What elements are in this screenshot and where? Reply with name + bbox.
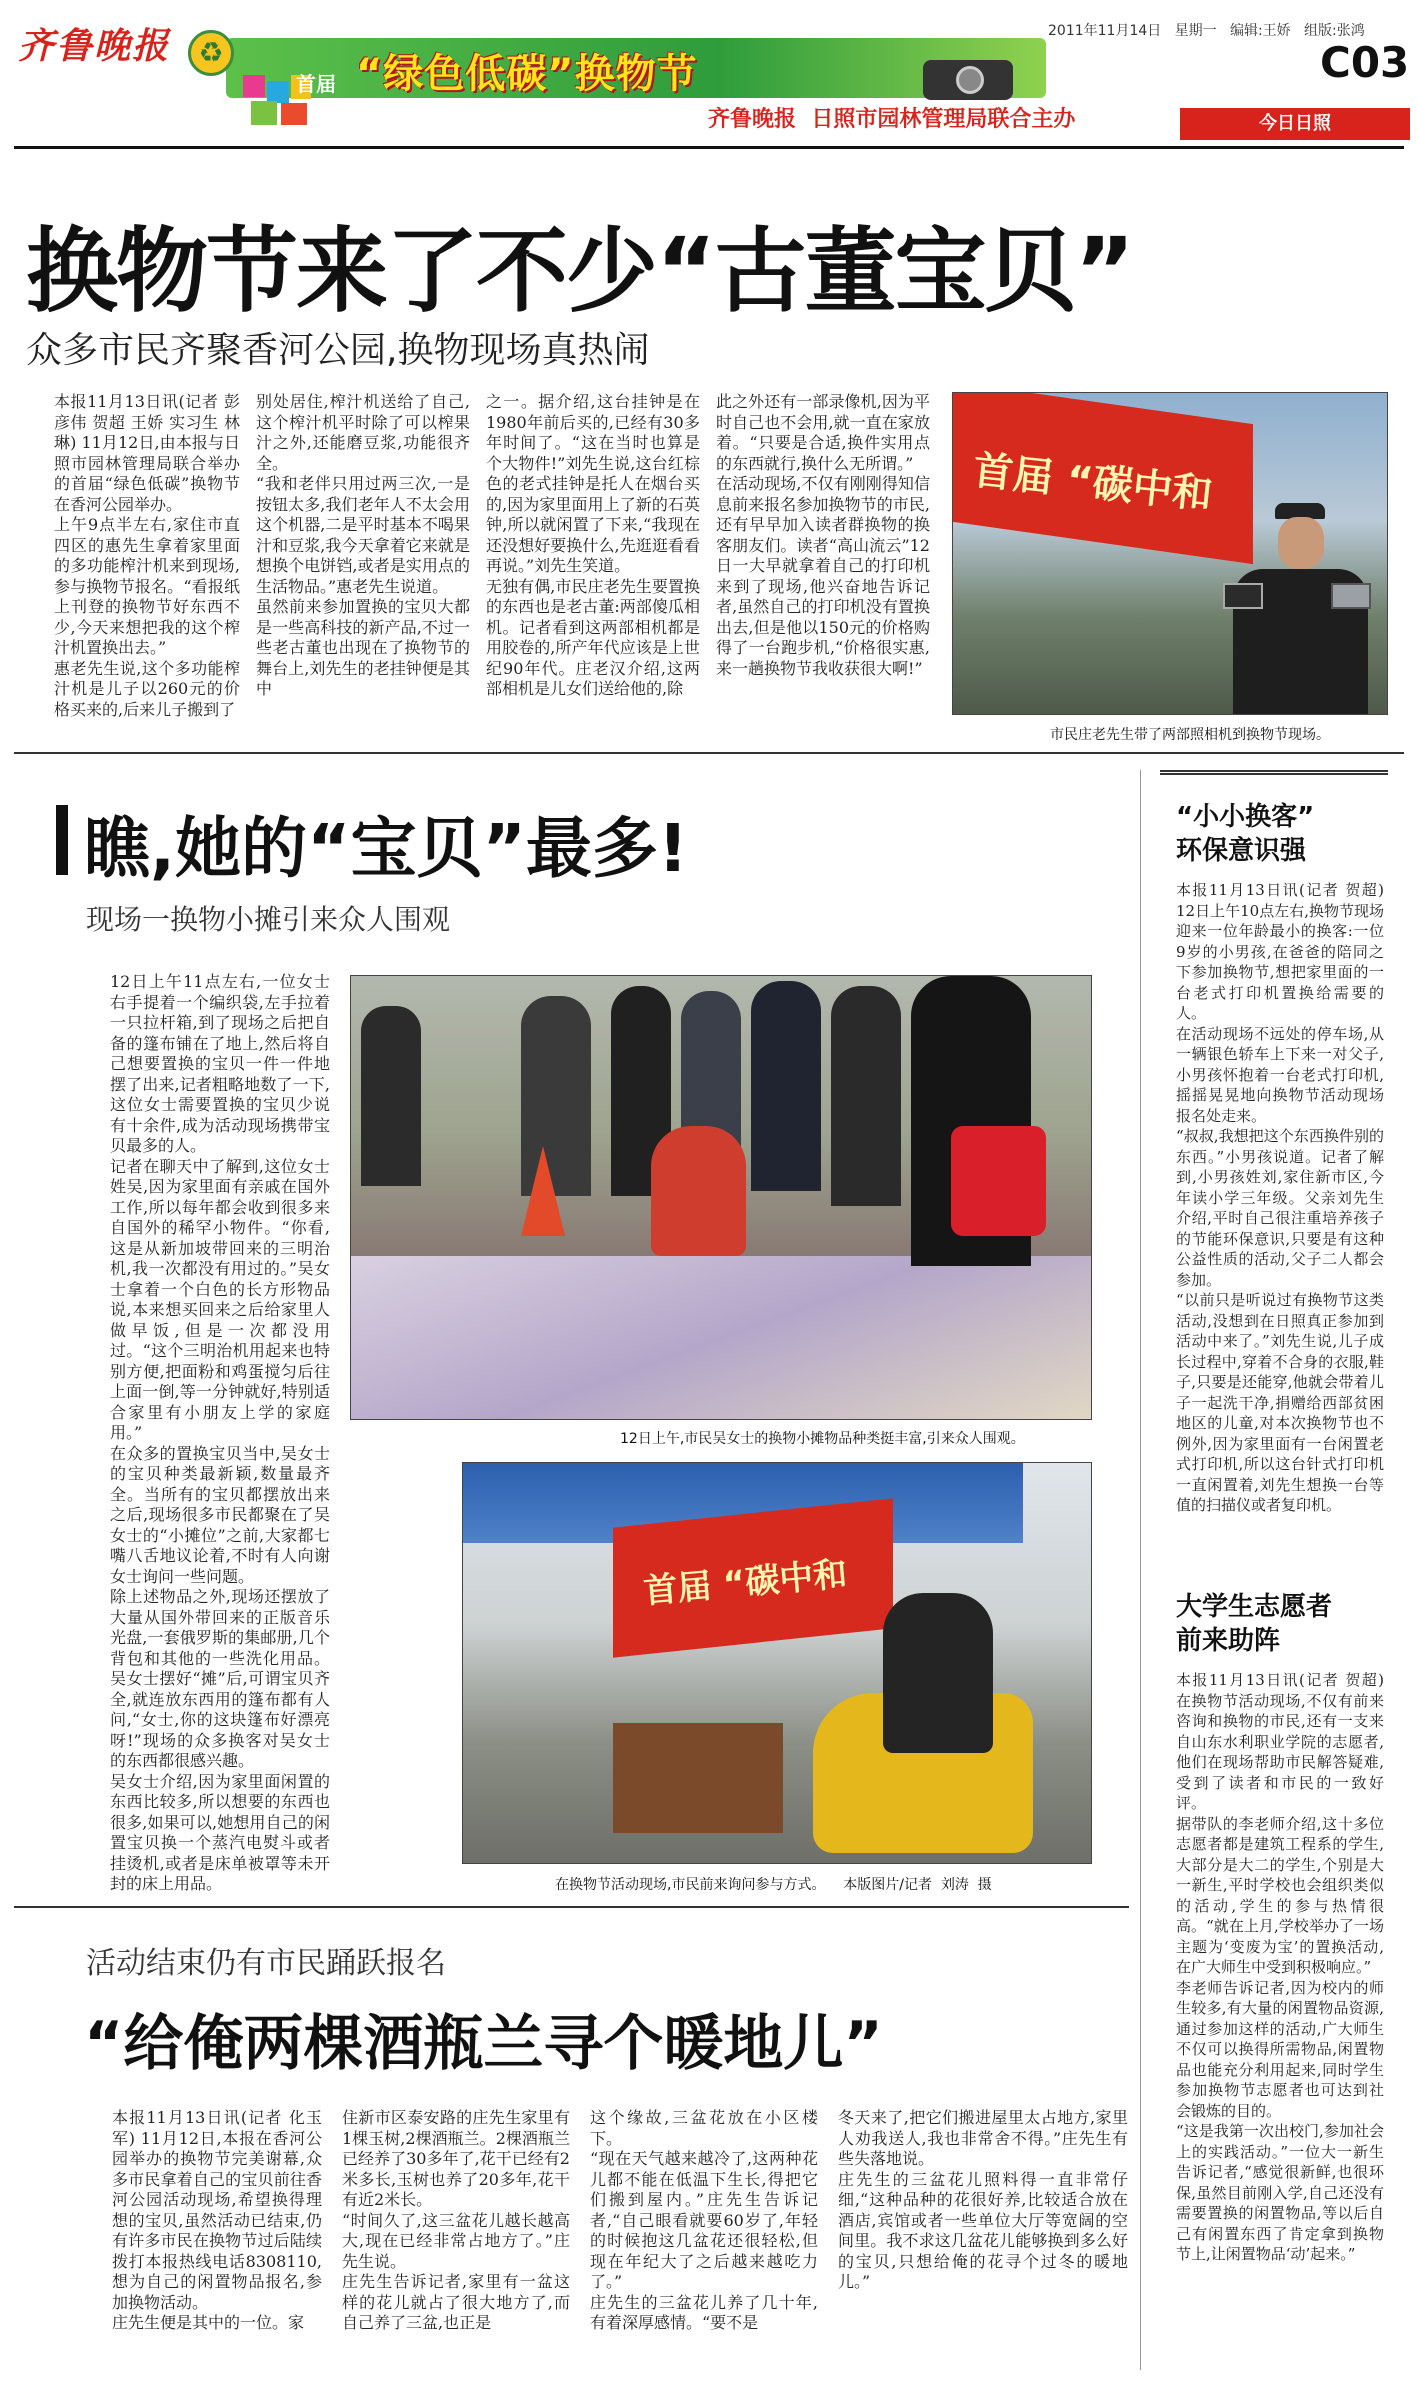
banner-prefix: 首届 (296, 72, 336, 96)
red-bag (951, 1126, 1046, 1236)
recycle-icon: ♻ (188, 30, 234, 76)
table (613, 1723, 783, 1833)
event-banner (188, 30, 1076, 140)
lead-column-2: 别处居住,榨汁机送给了自己,这个榨汁机平时除了可以榨果汁之外,还能磨豆浆,功能很齐全。 “我和老伴只用过两三次,一是按钮太多,我们老年人不太会用这个机器,二是平时基本不喝果汁和豆浆,我今天拿着它来就是想换个电饼铛,或者是实用点的生活物品。”惠老先生说道。 虽然前来参加置换的宝贝大都是一些高科技的新产品,不过一些老古董也出现在了换物节的舞台上,刘先生的老挂钟便是其中 (256, 392, 470, 698)
paper-logo: 齐鲁晚报 (18, 25, 171, 67)
section-tag: 今日日照 (1180, 108, 1410, 140)
second-photo-1 (350, 975, 1092, 1420)
masthead (0, 0, 1417, 150)
third-column-4: 冬天来了,把它们搬进屋里太占地方,家里人劝我送人,我也非常舍不得。”庄先生有些失落地说。 庄先生的三盆花儿照料得一直非常仔细,“这种品种的花很好养,比较适合放在酒店,宾馆或者一些单位大厅等宽阔的空间里。我不求这几盆花儿能够换到多么好的宝贝,只想给俺的花寻个过冬的暖地儿。” (838, 2108, 1128, 2291)
lead-column-1: 本报11月13日讯(记者 彭彦伟 贺超 王娇 实习生 林琳) 11月12日,由本报与日照市园林管理局联合举办的首届“绿色低碳”换物节在香河公园举办。 上午9点半左右,家住市直四区的惠先生拿着家里面的多功能榨汁机来到现场,参与换物节报名。“看报纸上刊登的换物节好东西不少,今天来想把我的这个榨汁机置换出去。” 惠老先生说,这个多功能榨汁机是儿子以260元的价格买来的,后来儿子搬到了 (54, 392, 240, 719)
sidebar-article-1-title: “小小换客” 环保意识强 (1176, 802, 1315, 866)
lead-headline: 换物节来了不少“古董宝贝” (26, 218, 1133, 325)
banner-sponsor: 齐鲁晚报 日照市园林管理局联合主办 (708, 107, 1076, 132)
second-photo-2 (462, 1462, 1092, 1864)
second-photo-2-banner-text: 首届 “碳中和 (641, 1554, 849, 1612)
second-body: 12日上午11点左右,一位女士右手提着一个编织袋,左手拉着一只拉杆箱,到了现场之后把自备的篷布铺在了地上,然后将自己想要置换的宝贝一件一件地摆了出来,记者粗略地数了一下,这位女士需要置换的宝贝少说有十余件,成为活动现场携带宝贝最多的人。 记者在聊天中了解到,这位女士姓吴,因为家里面有亲戚在国外工作,所以每年都会收到很多来自国外的稀罕小物件。“你看,这是从新加坡带回来的三明治机,我一次都没有用过的。”吴女士拿着一个白色的长方形物品说,本来想买回来之后给家里人做早饭,但是一次都没用过。“这个三明治机用起来也特别方便,把面粉和鸡蛋搅匀后往上面一倒,等一分钟就好,特别适合家里有小朋友上学的家庭用。” 在众多的置换宝贝当中,吴女士的宝贝种类最新颖,数量最齐全。当所有的宝贝都摆放出来之后,现场很多市民都聚在了吴女士的“小摊位”之前,大家都七嘴八舌地议论着,不时有人向谢女士询问一些问题。 除上述物品之外,现场还摆放了大量从国外带回来的正版音乐光盘,一套俄罗斯的集邮册,几个背包和其他的一些洗化用品。吴女士摆好“摊”后,可谓宝贝齐全,就连放东西用的篷布都有人问,“女士,你的这块篷布好漂亮呀!”现场的众多换客对吴女士的东西都很感兴趣。 吴女士介绍,因为家里面闲置的东西比较多,所以想要的东西也很多,如果可以,她想用自己的闲置宝贝换一个蒸汽电熨斗或者挂烫机,或者是床单被罩等未开封的床上用品。 (110, 972, 330, 1893)
third-column-3: 这个缘故,三盆花放在小区楼下。 “现在天气越来越冷了,这两种花儿都不能在低温下生长,得把它们搬到屋内。”庄先生告诉记者,“自己眼看就要60岁了,年轻的时候抱这几盆花还很轻松,但现在年纪大了之后越来越吃力了。” 庄先生的三盆花儿养了几十年,有着深厚感情。“要不是 (590, 2108, 818, 2332)
lead-subhead: 众多市民齐聚香河公园,换物现场真热闹 (26, 330, 650, 371)
woman-kneeling (651, 1126, 746, 1256)
second-headline: 瞧,她的“宝贝”最多! (84, 810, 688, 887)
third-kicker: 活动结束仍有市民踊跃报名 (86, 1946, 446, 1981)
third-headline: “给俺两棵酒瓶兰寻个暖地儿” (84, 2009, 883, 2079)
masthead-rule (14, 146, 1404, 149)
second-photo-1-caption: 12日上午,市民吴女士的换物小摊物品种类挺丰富,引来众人围观。 (620, 1431, 1025, 1447)
lead-bottom-rule (14, 752, 1404, 754)
third-top-rule (14, 1906, 1129, 1908)
second-subhead: 现场一换物小摊引来众人围观 (86, 903, 451, 936)
page-number: C03 (1320, 38, 1410, 87)
man-on-scooter (883, 1593, 993, 1753)
lead-photo-caption: 市民庄老先生带了两部照相机到换物节现场。 (1050, 727, 1330, 743)
camera-icon (923, 60, 1013, 100)
third-column-2: 住新市区泰安路的庄先生家里有1棵玉树,2棵酒瓶兰。2棵酒瓶兰已经养了30多年了,花干已经有2米多长,玉树也养了20多年,花干有近2米长。 “时间久了,这三盆花儿越长越高大,现在已经非常占地方了。”庄先生说。 庄先生告诉记者,家里有一盆这样的花儿就占了很大地方了,而自己养了三盆,也正是 (342, 2108, 570, 2332)
lead-photo (952, 392, 1388, 715)
second-photo-2-caption: 在换物节活动现场,市民前来询问参与方式。 本版图片/记者 刘涛 摄 (555, 1877, 992, 1893)
tarp (351, 1256, 1092, 1420)
lead-photo-banner-text: 首届 “碳中和 (970, 447, 1215, 519)
sidebar-article-2-title: 大学生志愿者 前来助阵 (1176, 1592, 1333, 1656)
man-figure (1223, 503, 1373, 715)
sidebar-article-2-body: 本报11月13日讯(记者 贺超) 在换物节活动现场,不仅有前来咨询和换物的市民,还有一支来自山东水利职业学院的志愿者,他们在现场帮助市民解答疑难,受到了读者和市民的一致好评。 据带队的李老师介绍,这十多位志愿者都是建筑工程系的学生,大部分是大二的学生,个别是大一新生,平时学校也会组织类似的活动,学生的参与热情很高。“就在上月,学校举办了一场主题为‘变废为宝’的置换活动,在广大师生中受到积极响应。” 李老师告诉记者,因为校内的师生较多,有大量的闲置物品资源,通过参加这样的活动,广大师生不仅可以换得所需物品,闲置物品也能充分利用起来,同时学生参加换物节志愿者也可达到社会锻炼的目的。 “这是我第一次出校门,参加社会上的实践活动。”一位大一新生告诉记者,“感觉很新鲜,也很环保,虽然目前刚入学,自己还没有需要置换的闲置物品,等以后自己有闲置东西了肯定拿到换物节上,让闲置物品‘动’起来。” (1176, 1671, 1384, 2263)
third-column-1: 本报11月13日讯(记者 化玉军) 11月12日,本报在香河公园举办的换物节完美谢幕,众多市民拿着自己的宝贝前往香河公园活动现场,希望换得理想的宝贝,虽然活动已结束,仍有许多市民在换物节过后陆续拨打本报热线电话8308110,想为自己的闲置物品报名,参加换物活动。 庄先生便是其中的一位。家 (112, 2108, 322, 2332)
banner-title: “绿色低碳”换物节 (356, 51, 698, 97)
second-headline-bar (56, 805, 68, 875)
traffic-cone (521, 1146, 565, 1236)
sidebar-divider (1140, 770, 1141, 2370)
sidebar-top-rule (1160, 770, 1388, 775)
sidebar-article-1-body: 本报11月13日讯(记者 贺超) 12日上午10点左右,换物节现场迎来一位年龄最小的换客:一位9岁的小男孩,在爸爸的陪同之下参加换物节,想把家里面的一台老式打印机置换给需要的人。 在活动现场不远处的停车场,从一辆银色轿车上下来一对父子,小男孩怀抱着一台老式打印机,摇摇晃晃地向换物节活动现场报名处走来。 “叔叔,我想把这个东西换件别的东西。”小男孩说道。记者了解到,小男孩姓刘,家住新市区,今年读小学三年级。父亲刘先生介绍,平时自己很注重培养孩子的节能环保意识,只要是有这种公益性质的活动,父子二人都会参加。 “以前只是听说过有换物节这类活动,没想到在日照真正参加到活动中来了。”刘先生说,儿子成长过程中,穿着不合身的衣服,鞋子,只要是还能穿,他就会带着儿子一起洗干净,捐赠给西部贫困地区的儿童,对本次换物节也不例外,因为家里面有一台闲置老式打印机,所以这台针式打印机一直闲置着,刘先生想换一台等值的扫描仪或者复印机。 (1176, 881, 1384, 1514)
lead-column-4: 此之外还有一部录像机,因为平时自己也不会用,就一直在家放着。“只要是合适,换件实用点的东西就行,换什么无所谓。” 在活动现场,不仅有刚刚得知信息前来报名参加换物节的市民,还有早早加入读者群换物的换客朋友们。读者“高山流云”12日一大早就拿着自己的打印机来到了现场,他兴奋地告诉记者,虽然自己的打印机没有置换出去,但是他以150元的价格购得了一台跑步机,“价格很实惠,来一趟换物节我收获很大啊!” (716, 392, 930, 678)
lead-column-3: 之一。据介绍,这台挂钟是在1980年前后买的,已经有30多年时间了。“这在当时也算是个大物件!”刘先生说,这台红棕色的老式挂钟是托人在烟台买的,因为家里面用上了新的石英钟,所以就闲置了下来,“我现在还没想好要换什么,先逛逛看看再说。”刘先生笑道。 无独有偶,市民庄老先生要置换的东西也是老古董:两部傻瓜相机。记者看到这两部相机都是用胶卷的,所产年代应该是上世纪90年代。庄老汉介绍,这两部相机是儿女们送给他的,除 (486, 392, 700, 698)
date-line: 2011年11月14日 星期一 编辑:王娇 组版:张鸿 (1048, 23, 1365, 39)
